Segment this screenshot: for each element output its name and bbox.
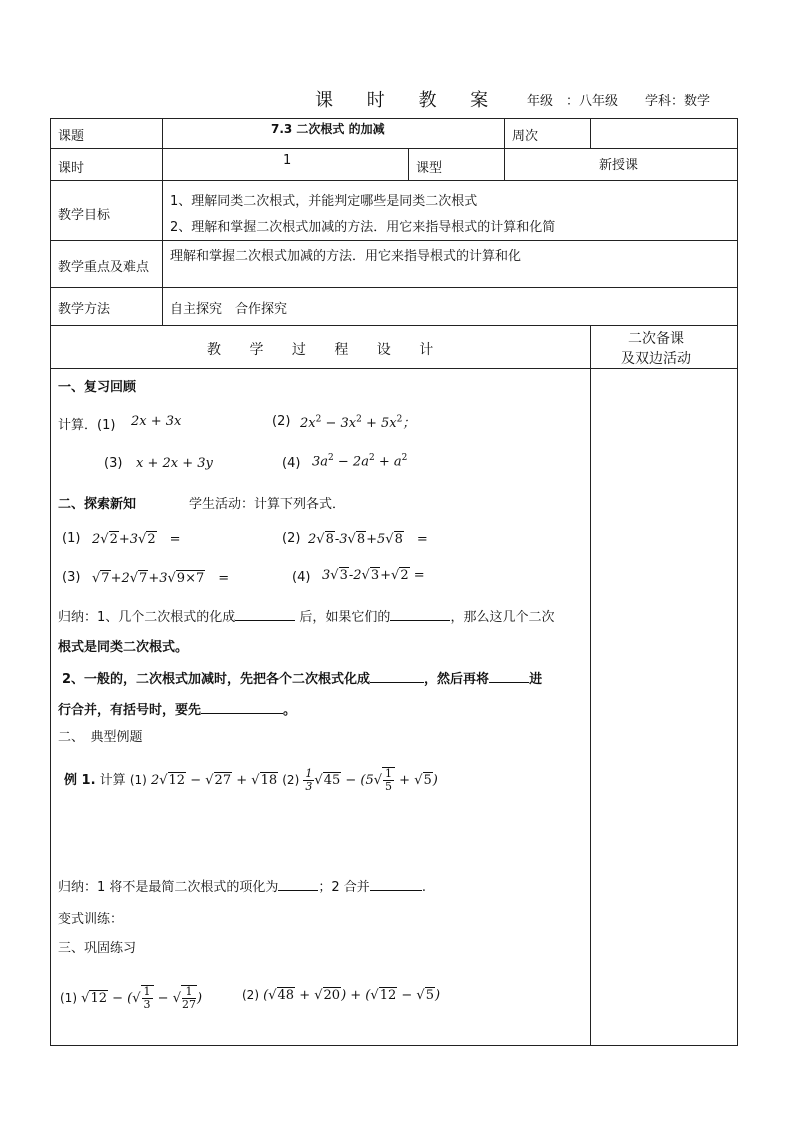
section-practice-title: 三、巩固练习 [58, 941, 137, 956]
topic-label: 课题 [58, 129, 85, 144]
summary-2: 2、一般的，二次根式加减时，先把各个二次根式化成 ，然后再将 进 [62, 672, 543, 687]
practice-1: (1) √12 − (√ $\frac{1}{3}$ − √ $\frac{1}{27}$ ) [60, 985, 203, 1011]
period-label: 课时 [58, 161, 85, 176]
summary-1: 归纳：1、几个二次根式的化成 后，如果它们的 ，那么这几个二次 [58, 610, 555, 625]
type-value: 新授课 [599, 158, 639, 173]
key-label: 教学重点及难点 [58, 260, 150, 275]
goal-2: 2、理解和掌握二次根式加减的方法．用它来指导根式的计算和化简 [170, 220, 556, 235]
practice-2: (2) (√48 + √20) + (√12 − √5) [242, 988, 441, 1003]
question-2-label: (2) [272, 414, 291, 429]
section-review-title: 一、复习回顾 [58, 380, 137, 395]
page-title: 课 时 教 案 [315, 90, 503, 111]
variant-training: 变式训练： [58, 912, 124, 927]
exercise-3: √7+2√7+3√9×7 = [92, 571, 230, 586]
exercise-2-label: (2) [282, 531, 301, 546]
summary-1-cont: 根式是同类二次根式。 [58, 640, 189, 655]
calc-label: 计算．(1) [58, 418, 116, 433]
goal-label: 教学目标 [58, 208, 111, 223]
exercise-1-label: (1) [62, 531, 81, 546]
exercise-2: 2√8-3√8+5√8 = [308, 532, 428, 547]
side-heading-2: 及双边活动 [621, 351, 691, 367]
exercise-3-label: (3) [62, 570, 81, 585]
section-examples-title: 二、 典型例题 [58, 730, 143, 745]
method-label: 教学方法 [58, 302, 111, 317]
topic-value: 7.3 二次根式 的加减 [271, 122, 385, 136]
key-value: 理解和掌握二次根式加减的方法．用它来指导根式的计算和化 [170, 249, 522, 264]
method-value: 自主探究 合作探究 [170, 302, 288, 317]
question-3: x + 2x + 3y [136, 456, 213, 471]
question-3-label: (3) [104, 456, 123, 471]
question-4: $3a^2 - 2a^2 + a^2$ [312, 453, 408, 470]
subject-label: 学科：数学 [645, 94, 711, 109]
summary-3: 归纳：1 将不是最简二次根式的项化为 ；2 合并 . [58, 880, 426, 895]
section-explore-title: 二、探索新知 [58, 497, 137, 512]
exercise-4: 3√3-2√3+√2 = [322, 568, 425, 583]
side-heading-1: 二次备课 [628, 331, 684, 347]
period-value: 1 [283, 153, 292, 168]
question-2: $2x^2 - 3x^2 + 5x^2$； [300, 414, 416, 431]
summary-2-cont: 行合并，有括号时，要先 。 [58, 703, 297, 718]
explore-activity: 学生活动：计算下列各式． [189, 497, 346, 512]
goal-1: 1、理解同类二次根式，并能判定哪些是同类二次根式 [170, 194, 478, 209]
question-1: 2x + 3x [131, 414, 182, 429]
exercise-1: 2√2+3√2 = [92, 532, 181, 547]
grade-label: 年级 ：八年级 [527, 94, 619, 109]
example-1: 例 1. 计算 (1) 2√12 − √27 + √18 (2) $\frac{1}{3}$ √45 − (5√ $\frac{1}{5}$ + √5) [64, 767, 438, 793]
exercise-4-label: (4) [292, 570, 311, 585]
week-label: 周次 [512, 129, 539, 144]
question-4-label: (4) [282, 456, 301, 471]
type-label: 课型 [416, 161, 443, 176]
process-heading: 教 学 过 程 设 计 [207, 342, 446, 358]
